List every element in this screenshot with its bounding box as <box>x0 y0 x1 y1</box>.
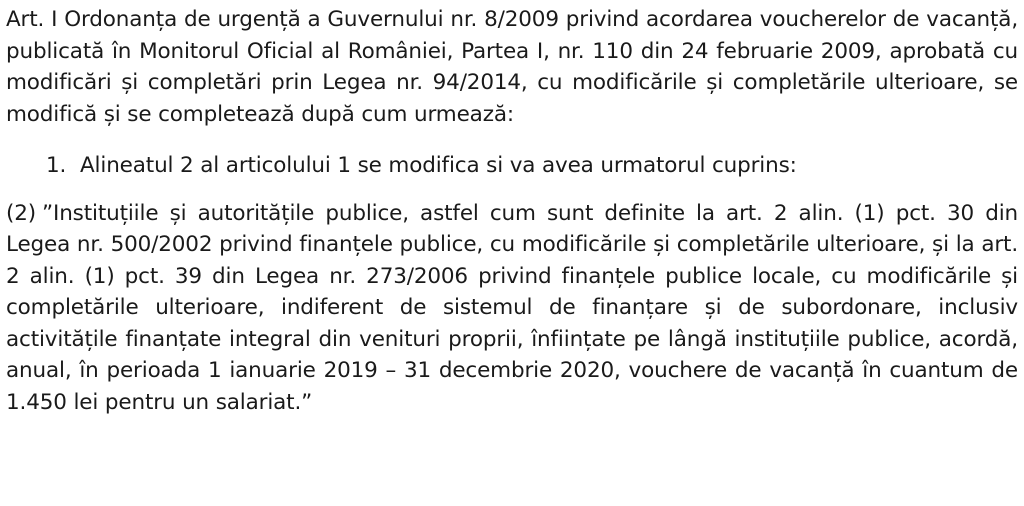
alineat-label: (2) <box>6 200 37 226</box>
quoted-paragraph <box>6 198 1018 419</box>
item-number: 1. <box>46 153 67 178</box>
article-text: Ordonanța de urgență a Guvernului nr. 8/2009 privind acordarea voucherelor de vacanță, publicată în Monitorul Oficial al României, Partea I, nr. 110 din 24 februarie 2009, aprobată cu modificări și completări prin Legea nr. 94/2014, cu modificările și completările ulterioare, se modifică și se completează după cum urmează: <box>6 7 1018 127</box>
numbered-item <box>6 150 1018 182</box>
quoted-text: ”Instituțiile și autoritățile publice, astfel cum sunt definite la art. 2 alin. (1) pct. 30 din Legea nr. 500/2002 privind finanțele publice, cu modificările și completările ulterioare, și la art. 2 alin. (1) pct. 39 din Legea nr. 273/2006 privind finanțele publice locale, cu modificările și completările ulterioare, indiferent de sistemul de finanțare și de subordonare, inclusiv activitățile finanțate integral din venituri proprii, înființate pe lângă instituțiile publice, acordă, anual, în perioada 1 ianuarie 2019 – 31 decembrie 2020, vouchere de vacanță în cuantum de 1.450 lei pentru un salariat.” <box>6 200 1018 415</box>
article-label: Art. I <box>6 7 58 32</box>
item-text: Alineatul 2 al articolului 1 se modifica si va avea urmatorul cuprins: <box>80 153 797 178</box>
article-paragraph <box>6 4 1018 130</box>
